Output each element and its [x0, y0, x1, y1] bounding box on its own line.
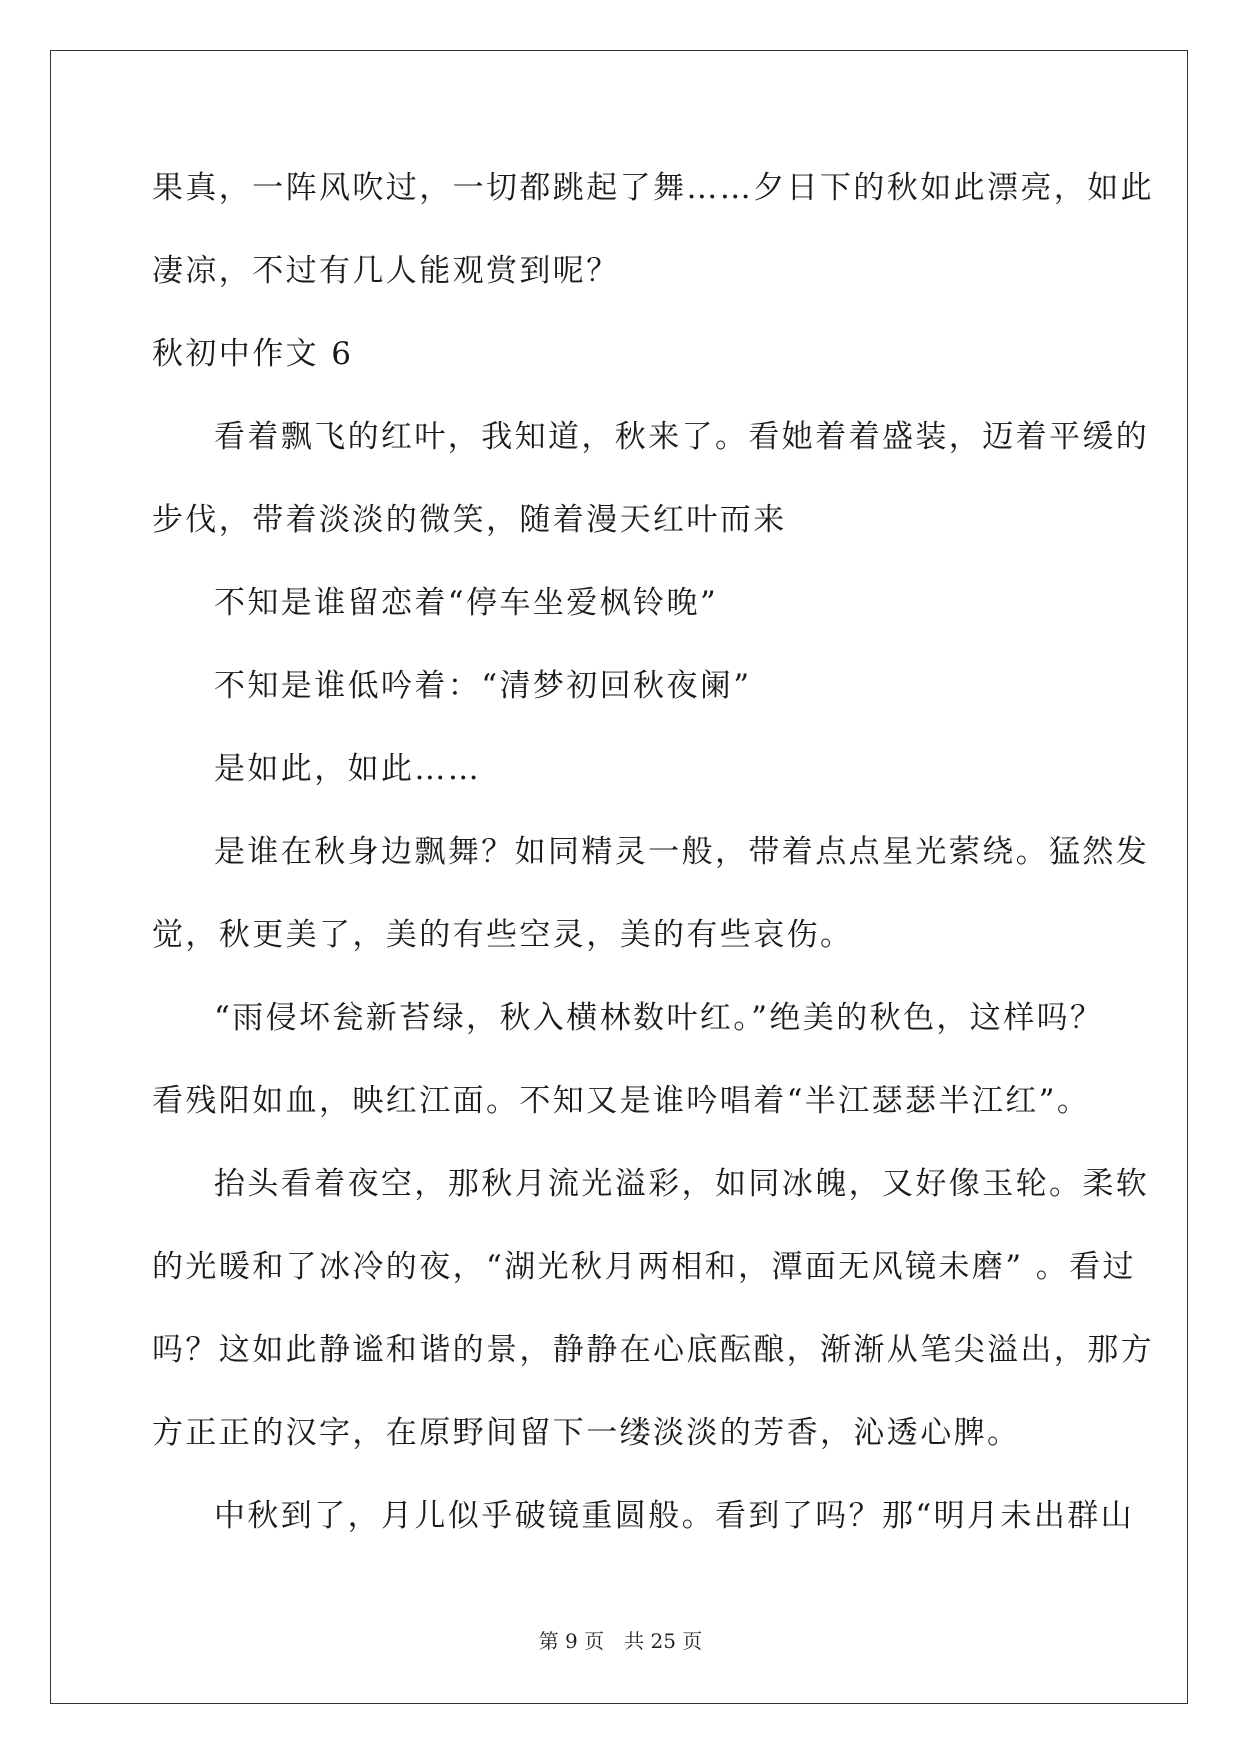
text-line: 不知是谁低吟着：“清梦初回秋夜阑” — [214, 668, 752, 704]
text-line: 不知是谁留恋着“停车坐爱枫铃晚” — [214, 585, 719, 621]
text-line: 抬头看着夜空，那秋月流光溢彩，如同冰魄，又好像玉轮。柔软 — [214, 1166, 1150, 1202]
text-line: 觉，秋更美了，美的有些空灵，美的有些哀伤。 — [152, 917, 854, 953]
text-line: 中秋到了，月儿似乎破镜重圆般。看到了吗？那“明月未出群山 — [214, 1498, 1135, 1534]
section-heading: 秋初中作文 6 — [152, 336, 354, 372]
text-line: 看残阳如血，映红江面。不知又是谁吟唱着“半江瑟瑟半江红”。 — [152, 1083, 1091, 1119]
text-line: 的光暖和了冰冷的夜，“湖光秋月两相和，潭面无风镜未磨” 。看过 — [152, 1249, 1136, 1285]
text-line: 是如此，如此…… — [214, 751, 482, 787]
page-number-footer: 第 9 页 共 25 页 — [538, 1629, 703, 1653]
document-body — [152, 162, 1154, 1573]
text-line: “雨侵坏瓮新苔绿，秋入横林数叶红。”绝美的秋色，这样吗？ — [214, 1000, 1104, 1036]
text-line: 方正正的汉字，在原野间留下一缕淡淡的芳香，沁透心脾。 — [152, 1415, 1021, 1451]
text-line: 是谁在秋身边飘舞？如同精灵一般，带着点点星光萦绕。猛然发 — [214, 834, 1150, 870]
text-line: 步伐，带着淡淡的微笑，随着漫天红叶而来 — [152, 502, 787, 538]
text-line: 吗？这如此静谧和谐的景，静静在心底酝酿，渐渐从笔尖溢出，那方 — [152, 1332, 1154, 1368]
text-line: 凄凉，不过有几人能观赏到呢？ — [152, 253, 620, 289]
text-line: 果真，一阵风吹过，一切都跳起了舞……夕日下的秋如此漂亮，如此 — [152, 170, 1154, 206]
text-line: 看着飘飞的红叶，我知道，秋来了。看她着着盛装，迈着平缓的 — [214, 419, 1150, 455]
